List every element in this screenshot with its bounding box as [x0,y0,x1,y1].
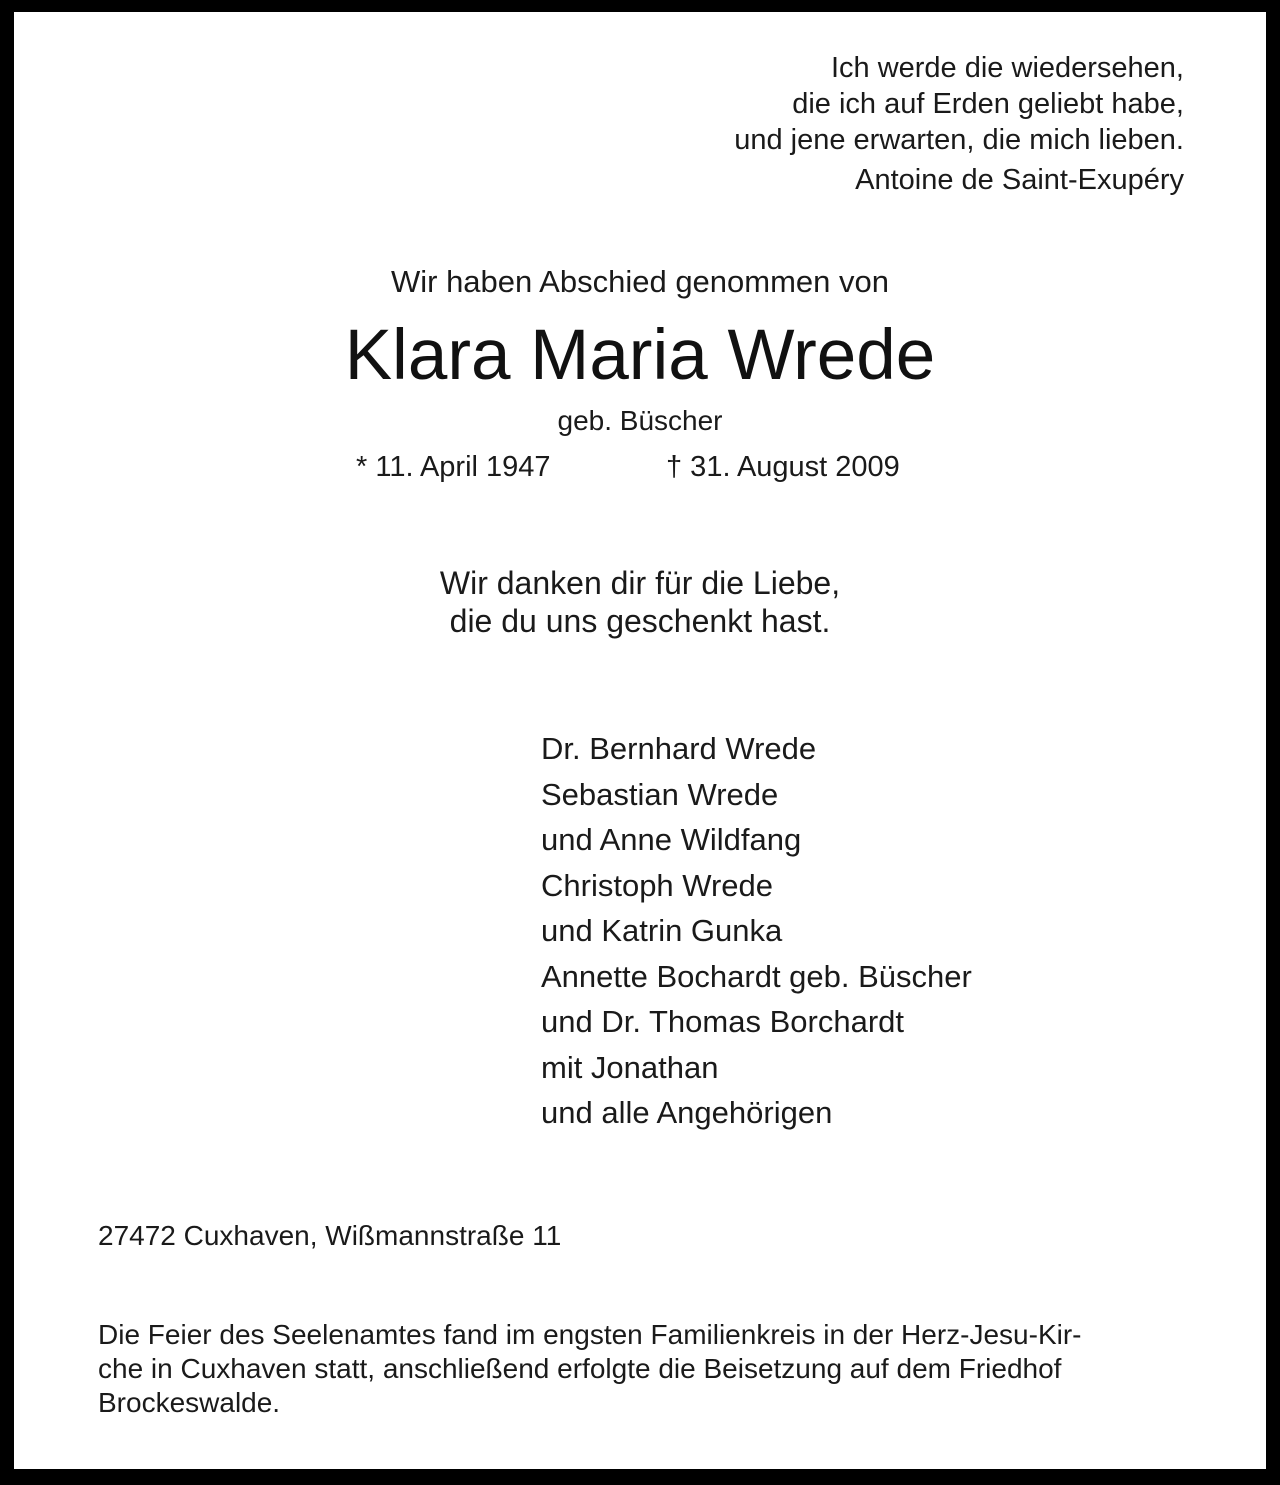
ceremony-line: Die Feier des Seelenamtes fand im engsten Familienkreis in der Herz-Jesu-Kir- [98,1319,1082,1350]
mourner-name: und alle Angehörigen [541,1095,833,1130]
deceased-name: Klara Maria Wrede [344,316,936,395]
mourner-name: und Katrin Gunka [541,913,783,948]
quote-line: Ich werde die wiedersehen, [830,52,1184,84]
mourner-name: Christoph Wrede [541,867,774,903]
death-date: † 31. August 2009 [666,451,900,483]
mourner-name: Annette Bochardt geb. Büscher [541,958,972,994]
quote-author: Antoine de Saint-Exupéry [855,164,1184,196]
mourner-name: und Anne Wildfang [541,822,802,857]
thanks-line: Wir danken dir für die Liebe, [439,565,841,601]
quote-line: die ich auf Erden geliebt habe, [792,88,1184,120]
mourner-name: Dr. Bernhard Wrede [541,731,817,766]
intro-text: Wir haben Abschied genommen von [390,264,889,299]
mourner-name: mit Jonathan [541,1049,719,1085]
mourner-name: und Dr. Thomas Borchardt [541,1004,904,1039]
ceremony-line: che in Cuxhaven statt, anschließend erfolgte die Beisetzung auf dem Friedhof [98,1353,1062,1384]
quote-line: und jene erwarten, die mich lieben. [734,124,1184,156]
mourners-list [541,726,972,1136]
mourner-name: Sebastian Wrede [541,776,779,812]
quote-block [734,50,1184,198]
born-name: geb. Büscher [557,405,723,436]
birth-date: * 11. April 1947 [356,451,551,483]
ceremony-note [98,1318,1184,1420]
ceremony-line: Brockeswalde. [98,1387,281,1418]
thanks-line: die du uns geschenkt hast. [449,603,831,639]
thanks-text [0,564,1280,640]
family-address: 27472 Cuxhaven, Wißmannstraße 11 [98,1220,562,1251]
